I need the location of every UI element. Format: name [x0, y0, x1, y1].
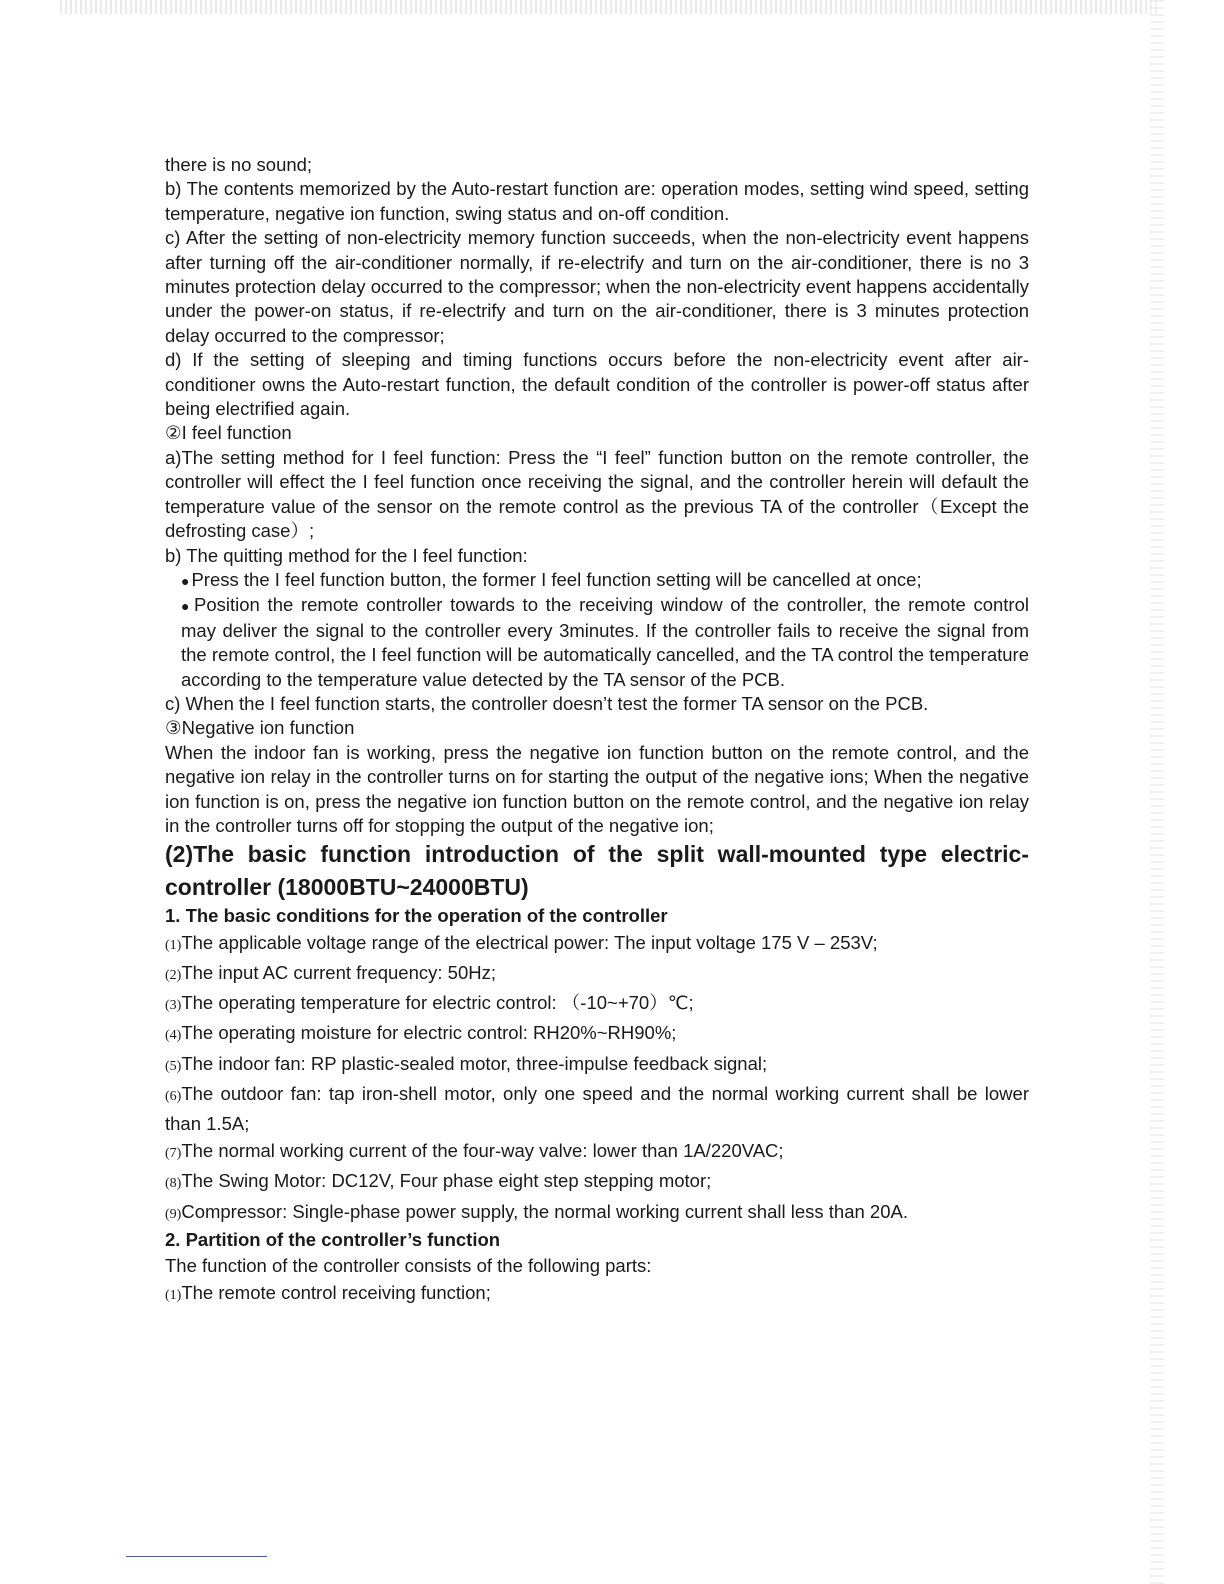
list-text: The outdoor fan: tap iron-shell motor, only one speed and the normal working current shall be lower than 1.5A;: [165, 1082, 1029, 1134]
paragraph: ③Negative ion function: [165, 717, 355, 739]
bullet-icon: ●: [181, 598, 193, 615]
list-number: (6): [165, 1088, 182, 1104]
list-text: The operating moisture for electric control: RH20%~RH90%;: [181, 1022, 677, 1044]
scan-artifact-right: [1150, 0, 1164, 1584]
paragraph: b) The contents memorized by the Auto-restart function are: operation modes, setting wind speed, setting temperature, negative ion function, swing status and on-off condition.: [165, 178, 1029, 224]
list-text: The operating temperature for electric control: （-10~+70）℃;: [181, 992, 694, 1014]
footnote-rule: [126, 1556, 267, 1557]
paragraph: c) When the I feel function starts, the controller doesn’t test the former TA sensor on the PCB.: [165, 692, 929, 714]
bullet-text: Press the I feel function button, the former I feel function setting will be cancelled at once;: [191, 568, 922, 590]
bullet-item: [165, 568, 1029, 593]
list-item: [165, 1019, 1029, 1049]
spec-list: [165, 1252, 1029, 1309]
bullet-icon: ●: [181, 572, 190, 589]
list-number: (8): [165, 1176, 182, 1192]
list-number: (1): [165, 1288, 182, 1304]
spec-list: [165, 929, 1029, 1228]
subsection-heading: 1. The basic conditions for the operation of the controller: [165, 905, 668, 927]
list-item: [165, 1050, 1029, 1080]
list-number: (2): [165, 967, 182, 983]
list-number: (1): [165, 937, 182, 953]
list-text: The remote control receiving function;: [181, 1282, 491, 1304]
subsection-heading: 2. Partition of the controller’s function: [165, 1228, 501, 1250]
paragraph: there is no sound;: [165, 154, 313, 175]
paragraph: d) If the setting of sleeping and timing functions occurs before the non-electricity event after air-conditioner owns the Auto-restart function, the default condition of the controller is power-off status after being electrified again.: [165, 349, 1029, 420]
list-number: (5): [165, 1058, 182, 1074]
bullet-text: Position the remote controller towards to the receiving window of the controller, the remote control may deliver the signal to the controller every 3minutes. If the controller fails to receive the signal from the remote control, the I feel function will be automatically cancelled, and the TA control the temperature according to the temperature value detected by the TA sensor of the PCB.: [181, 594, 1029, 690]
list-item: [165, 1137, 1029, 1167]
paragraph: The function of the controller consists of the following parts:: [165, 1255, 652, 1277]
list-text: The applicable voltage range of the electrical power: The input voltage 175 V – 253V;: [181, 931, 878, 953]
list-number: (3): [165, 998, 182, 1014]
list-text: The normal working current of the four-way valve: lower than 1A/220VAC;: [181, 1140, 784, 1162]
list-item: [165, 989, 1029, 1019]
bullet-item: [165, 593, 1029, 692]
scan-artifact-top: [60, 0, 1160, 14]
paragraph: c) After the setting of non-electricity memory function succeeds, when the non-electricity event happens after turning off the air-conditioner normally, if re-electrify and turn on the air-conditioner, there is no 3 minutes protection delay occurred to the compressor; when the non-electricity event happens accidentally under the power-on status, if re-electrify and turn on the air-conditioner, there is 3 minutes protection delay occurred to the compressor;: [165, 227, 1029, 346]
list-item: [165, 1167, 1029, 1197]
document-page: [165, 153, 1029, 1310]
list-item: [165, 1080, 1029, 1137]
list-text: Compressor: Single-phase power supply, the normal working current shall less than 20A.: [181, 1200, 908, 1222]
paragraph: b) The quitting method for the I feel function:: [165, 544, 528, 566]
section-title: (2)The basic function introduction of the split wall-mounted type electric-controller (18000BTU~24000BTU): [165, 841, 1029, 901]
list-item: [165, 1198, 1029, 1228]
list-text: The Swing Motor: DC12V, Four phase eight step stepping motor;: [181, 1170, 712, 1192]
list-text: The input AC current frequency: 50Hz;: [181, 961, 496, 983]
list-item: [165, 959, 1029, 989]
list-number: (7): [165, 1146, 182, 1162]
paragraph: a)The setting method for I feel function: Press the “I feel” function button on the remote controller, the controller will effect the I feel function once receiving the signal, and the controller herein will default the temperature value of the sensor on the remote control as the previous TA of the controller（Except the defrosting case）;: [165, 446, 1029, 542]
list-item: [165, 1279, 1029, 1309]
list-number: (9): [165, 1206, 182, 1222]
list-item: [165, 929, 1029, 959]
paragraph: When the indoor fan is working, press the negative ion function button on the remote control, and the negative ion relay in the controller turns on for starting the output of the negative ions; When the negative ion function is on, press the negative ion function button on the remote control, and the negative ion relay in the controller turns off for stopping the output of the negative ion;: [165, 741, 1029, 836]
list-text: The indoor fan: RP plastic-sealed motor, three-impulse feedback signal;: [181, 1052, 768, 1074]
list-number: (4): [165, 1028, 182, 1044]
paragraph: ②I feel function: [165, 422, 292, 444]
